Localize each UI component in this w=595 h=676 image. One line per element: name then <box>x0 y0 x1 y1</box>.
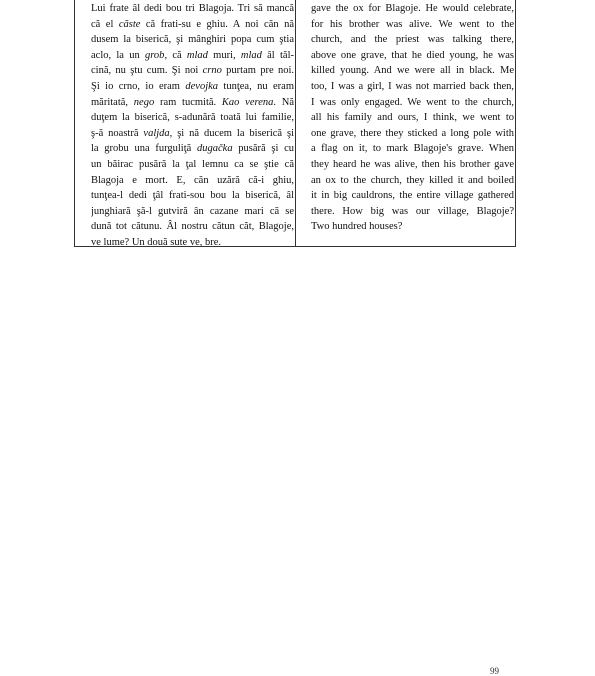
english-text-line: Two hundred houses? <box>311 221 403 233</box>
romanian-text-line: măritată, nego ram tucmită. Kao verena. Nă <box>91 96 294 108</box>
romanian-text-italic-term: devojka <box>185 80 219 92</box>
english-text-line: killed young. And we were all in black. Me <box>311 65 514 77</box>
romanian-text-line: că el căste că frati-su e ghiu. A noi căn nă <box>91 18 294 30</box>
romanian-text-italic-term: valjda <box>143 127 170 139</box>
romanian-text-line: Şi io crno, io eram devojka tunţea, nu eram <box>91 80 294 92</box>
romanian-text-italic-term: mlad <box>186 49 208 61</box>
romanian-text-line: junghiară şă-l gutviră ân cazane mari că se <box>91 205 294 217</box>
english-column <box>311 1 514 235</box>
column-divider <box>295 0 296 246</box>
romanian-text-line: la grobu una furguliţă dugačka pusără şi cu <box>91 143 294 155</box>
bilingual-table <box>74 0 516 247</box>
romanian-text-italic-term: nego <box>133 96 155 108</box>
english-text-line: above one grave, that he died young, he was <box>311 49 514 61</box>
romanian-text-line: Lui frate âl dedi bou tri Blagoja. Tri să mancă <box>91 3 294 14</box>
english-text-line: it in big cauldrons, the entire village gathered <box>311 190 514 202</box>
romanian-text-italic-term: căste <box>118 18 141 30</box>
english-text-line: church, and the priest was talking there, <box>311 34 514 46</box>
romanian-text-line: ş-ă noastră valjda, şi nă ducem la biserică şi <box>91 127 294 139</box>
romanian-text-italic-term: crno <box>202 65 222 77</box>
english-text-line: they heard he was alive, then his brother gave <box>311 158 514 170</box>
english-text-line: too, I was a girl, I was not married back then, <box>311 80 514 92</box>
romanian-text-line: ve lume? Un două sute ve, bre. <box>91 236 222 248</box>
romanian-text-line: un băirac pusără la ţal lemnu ca se ştie că <box>91 158 294 170</box>
romanian-text-line: Blagoja e mort. E, căn uzără că-i ghiu, <box>91 174 294 186</box>
romanian-text-italic-term: dugačka <box>197 143 233 155</box>
romanian-text-italic-term: Kao verena <box>221 96 274 108</box>
romanian-text-italic-term: grob <box>144 49 165 61</box>
english-text-line: all his family and ours, I think, we went to <box>311 112 514 124</box>
romanian-text-line: aclo, la un grob, că mlad muri, mlad âl tăl- <box>91 49 294 61</box>
english-text-line: an ox to the church, they killed it and boiled <box>311 174 514 186</box>
romanian-column <box>91 1 294 251</box>
english-text-line: gave the ox for Blagoje. He would celebrate, <box>311 3 514 14</box>
romanian-text-line: dună tot cătunu. Âl nostru cătun căt, Blagoje, <box>91 221 294 233</box>
romanian-text-italic-term: mlad <box>240 49 262 61</box>
romanian-text-line: dusem la biserică, şi mânghiri popa cum ştia <box>91 34 294 46</box>
english-text-line: for his brother was alive. We went to the <box>311 18 514 30</box>
page-number: 99 <box>490 666 499 676</box>
english-text-line: a flag on it, to mark Blagoje's grave. When <box>311 143 514 155</box>
romanian-text-line: cină, nu ştu cum. Şi noi crno purtam pre noi. <box>91 65 294 77</box>
english-text-line: there. How big was our village, Blagoje? <box>311 205 514 217</box>
romanian-text-line: duţem la biserică, s-adunără toată lui familie, <box>91 112 294 124</box>
english-text-line: I was only engaged. We went to the church, <box>311 96 514 108</box>
romanian-text-line: tunţea-l dedi ţâl frati-sou bou la biserică, âl <box>91 190 294 202</box>
english-text-line: one grave, there they sticked a long pole with <box>311 127 514 139</box>
